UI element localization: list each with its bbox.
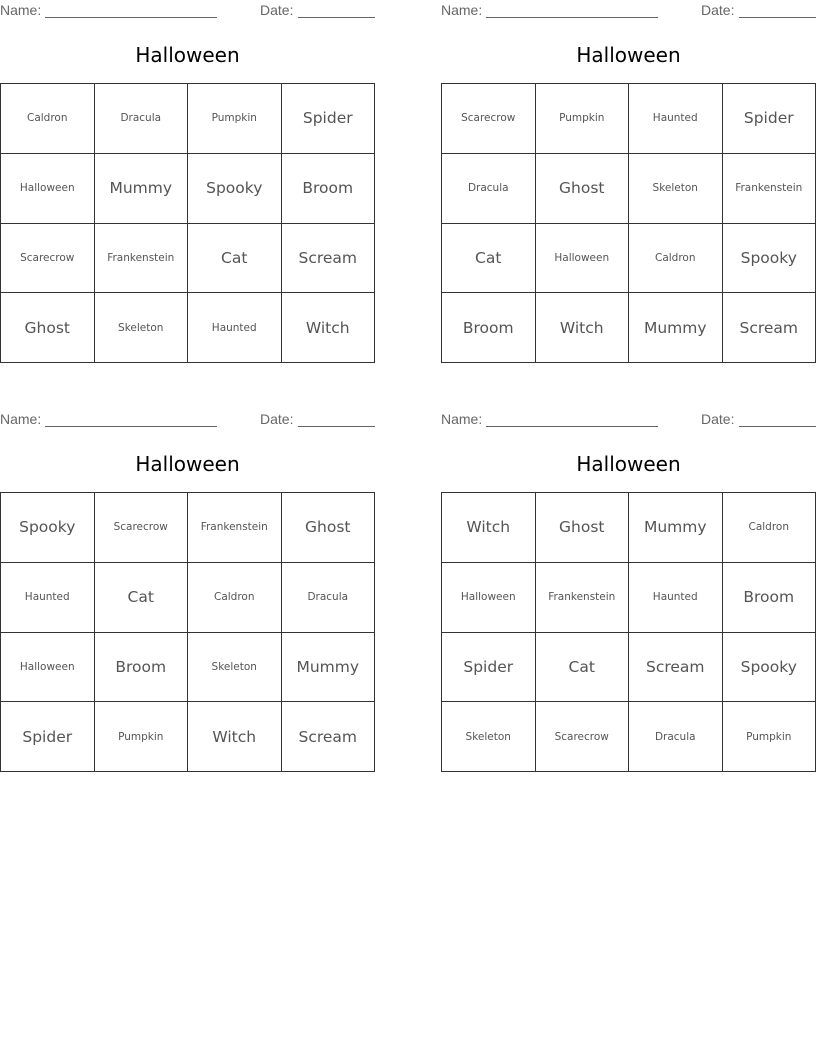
bingo-cell: Frankenstein xyxy=(536,563,630,633)
bingo-cell: Mummy xyxy=(629,293,723,363)
bingo-cell: Pumpkin xyxy=(188,84,282,154)
bingo-cell: Dracula xyxy=(629,702,723,772)
name-label: Name: xyxy=(441,411,483,427)
bingo-cell: Spooky xyxy=(723,224,816,294)
bingo-cell: Spider xyxy=(442,633,536,703)
card-title: Halloween xyxy=(576,452,681,476)
bingo-cell: Pumpkin xyxy=(723,702,816,772)
bingo-cell: Broom xyxy=(442,293,536,363)
bingo-card-2 xyxy=(441,0,816,370)
name-field-line xyxy=(45,17,217,18)
bingo-cell: Ghost xyxy=(1,293,95,363)
bingo-cell: Haunted xyxy=(1,563,95,633)
bingo-cell: Haunted xyxy=(629,84,723,154)
date-label: Date: xyxy=(701,411,735,427)
date-field-line xyxy=(298,17,375,18)
bingo-cell: Scream xyxy=(282,702,376,772)
bingo-cell: Witch xyxy=(282,293,376,363)
bingo-cell: Scream xyxy=(282,224,376,294)
name-field-line xyxy=(486,17,658,18)
card-title: Halloween xyxy=(135,452,240,476)
bingo-cell: Frankenstein xyxy=(95,224,189,294)
bingo-card-4 xyxy=(441,409,816,779)
bingo-cell: Cat xyxy=(188,224,282,294)
bingo-cell: Scarecrow xyxy=(1,224,95,294)
bingo-cell: Spooky xyxy=(1,493,95,563)
bingo-cell: Cat xyxy=(536,633,630,703)
bingo-cell: Spider xyxy=(282,84,376,154)
bingo-cell: Cat xyxy=(442,224,536,294)
date-field-line xyxy=(298,426,375,427)
bingo-cell: Frankenstein xyxy=(723,154,816,224)
bingo-grid xyxy=(0,83,375,363)
bingo-cell: Witch xyxy=(536,293,630,363)
bingo-cell: Witch xyxy=(188,702,282,772)
bingo-cell: Broom xyxy=(723,563,816,633)
card-header xyxy=(441,411,816,429)
date-label: Date: xyxy=(260,2,294,18)
bingo-cell: Scarecrow xyxy=(536,702,630,772)
bingo-cell: Cat xyxy=(95,563,189,633)
bingo-cell: Scarecrow xyxy=(95,493,189,563)
bingo-cell: Caldron xyxy=(1,84,95,154)
card-header xyxy=(0,2,375,20)
bingo-cell: Witch xyxy=(442,493,536,563)
bingo-cell: Dracula xyxy=(282,563,376,633)
bingo-cell: Spider xyxy=(723,84,816,154)
bingo-cell: Pumpkin xyxy=(536,84,630,154)
bingo-cell: Frankenstein xyxy=(188,493,282,563)
bingo-cell: Skeleton xyxy=(95,293,189,363)
name-field-line xyxy=(45,426,217,427)
bingo-cell: Mummy xyxy=(282,633,376,703)
bingo-cell: Broom xyxy=(95,633,189,703)
bingo-grid xyxy=(0,492,375,772)
bingo-cell: Dracula xyxy=(442,154,536,224)
bingo-cell: Caldron xyxy=(629,224,723,294)
bingo-cell: Haunted xyxy=(188,293,282,363)
bingo-cell: Mummy xyxy=(95,154,189,224)
date-label: Date: xyxy=(701,2,735,18)
bingo-cell: Spider xyxy=(1,702,95,772)
date-field-line xyxy=(739,17,816,18)
card-title: Halloween xyxy=(135,43,240,67)
bingo-grid xyxy=(441,83,816,363)
bingo-card-3 xyxy=(0,409,375,779)
bingo-card-1 xyxy=(0,0,375,370)
name-label: Name: xyxy=(441,2,483,18)
date-label: Date: xyxy=(260,411,294,427)
bingo-cell: Caldron xyxy=(723,493,816,563)
bingo-cell: Skeleton xyxy=(629,154,723,224)
name-field-line xyxy=(486,426,658,427)
bingo-grid xyxy=(441,492,816,772)
date-field-line xyxy=(739,426,816,427)
bingo-cell: Scream xyxy=(723,293,816,363)
bingo-cell: Spooky xyxy=(188,154,282,224)
bingo-cell: Halloween xyxy=(1,633,95,703)
bingo-cell: Skeleton xyxy=(442,702,536,772)
bingo-cell: Halloween xyxy=(442,563,536,633)
bingo-cell: Broom xyxy=(282,154,376,224)
bingo-cell: Skeleton xyxy=(188,633,282,703)
bingo-cell: Ghost xyxy=(536,493,630,563)
bingo-cell: Spooky xyxy=(723,633,816,703)
bingo-cell: Ghost xyxy=(282,493,376,563)
card-header xyxy=(441,2,816,20)
card-title: Halloween xyxy=(576,43,681,67)
name-label: Name: xyxy=(0,2,42,18)
bingo-cell: Ghost xyxy=(536,154,630,224)
bingo-cell: Haunted xyxy=(629,563,723,633)
bingo-cell: Halloween xyxy=(536,224,630,294)
bingo-cell: Scarecrow xyxy=(442,84,536,154)
bingo-cell: Pumpkin xyxy=(95,702,189,772)
bingo-cell: Mummy xyxy=(629,493,723,563)
name-label: Name: xyxy=(0,411,42,427)
bingo-cell: Caldron xyxy=(188,563,282,633)
bingo-cell: Halloween xyxy=(1,154,95,224)
card-header xyxy=(0,411,375,429)
bingo-cell: Scream xyxy=(629,633,723,703)
bingo-cell: Dracula xyxy=(95,84,189,154)
